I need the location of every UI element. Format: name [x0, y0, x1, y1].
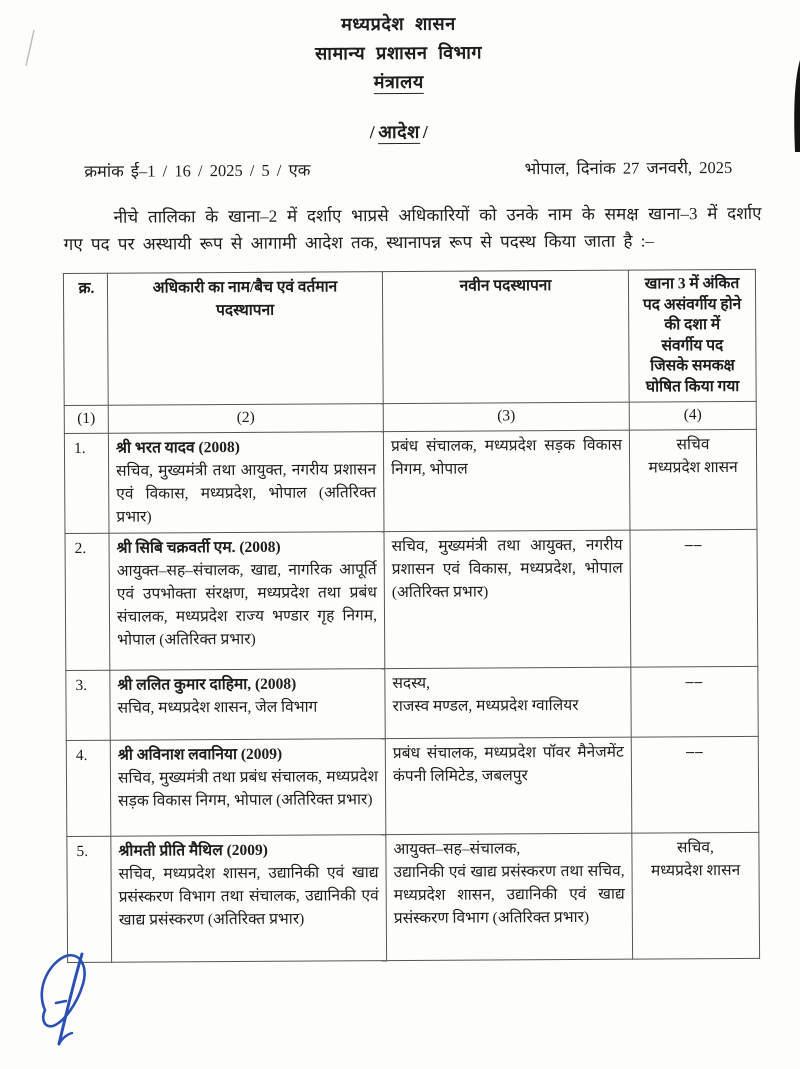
office-name: मंत्रालय	[373, 71, 424, 93]
table-row	[66, 736, 759, 836]
header-new-posting: नवीन पदस्थापना	[382, 270, 629, 404]
equivalent-post: ––	[631, 736, 759, 833]
officer-name: श्रीमती प्रीति मैथिल (2009)	[118, 841, 268, 860]
new-posting: सचिव, मुख्यमंत्री तथा आयुक्त, नगरीय प्रशासन एवं विकास, मध्यप्रदेश, भोपाल (अतिरिक्त प्रभार)	[384, 530, 631, 669]
reference-row	[0, 155, 799, 183]
scan-edge-artifact	[792, 60, 800, 152]
equivalent-post: ––	[631, 666, 758, 737]
current-posting: सचिव, मुख्यमंत्री तथा प्रबंध संचालक, मध्यप्रदेश सड़क विकास निगम, भोपाल (अतिरिक्त प्रभार)	[117, 768, 379, 810]
reference-number: क्रमांक ई–1 / 16 / 2025 / 5 / एक	[84, 160, 311, 181]
col-num-1: (1)	[64, 405, 108, 433]
header-name-batch: अधिकारी का नाम/बैच एवं वर्तमान पदस्थापना	[107, 272, 383, 406]
table-row	[67, 832, 760, 962]
officer-name: श्री ललित कुमार दाहिमा, (2008)	[117, 675, 297, 694]
equivalent-post: ––	[630, 529, 758, 667]
intro-paragraph: नीचे तालिका के खाना–2 में दर्शाए भाप्रसे अधिकारियों को उनके नाम के समक्ष खाना–3 में दर्शाए गए पद पर अस्थायी रूप से आगामी आदेश तक, स्थानापन्न रूप से पदस्थ किया जाता है :–	[63, 203, 762, 255]
new-posting: सदस्य, राजस्व मण्डल, मध्यप्रदेश ग्वालियर	[385, 667, 631, 739]
officer-name: श्री सिबि चक्रवर्ती एम. (2008)	[116, 538, 281, 557]
row-sno: 2.	[65, 533, 110, 670]
current-posting: सचिव, मध्यप्रदेश शासन, जेल विभाग	[117, 698, 318, 717]
table-row	[65, 529, 758, 670]
place-and-date: भोपाल, दिनांक 27 जनवरी, 2025	[524, 157, 733, 179]
officer-name: श्री अविनाश लवानिया (2009)	[117, 745, 283, 764]
order-slash-right: /	[422, 121, 429, 142]
officer-name: श्री भरत यादव (2008)	[115, 438, 240, 457]
row-sno: 3.	[66, 670, 110, 740]
posting-table	[63, 269, 760, 963]
current-posting: आयुक्त–सह–संचालक, खाद्य, नागरिक आपूर्ति एवं उपभोक्ता संरक्षण, मध्यप्रदेश तथा प्रबंध संचालक, मध्यप्रदेश राज्य भण्डार गृह निगम, भोपाल (अतिरिक्त प्रभार)	[116, 561, 378, 649]
department-name: सामान्य प्रशासन विभाग	[315, 42, 483, 64]
table-header-row	[63, 269, 756, 405]
new-posting: प्रबंध संचालक, मध्यप्रदेश पॉवर मैनेजमेंट कंपनी लिमिटेड, जबलपुर	[385, 737, 632, 835]
column-number-row	[64, 401, 756, 433]
header-sno: क्र.	[63, 273, 108, 405]
col-num-3: (3)	[383, 402, 629, 432]
col-num-4: (4)	[629, 401, 756, 430]
current-posting: सचिव, मुख्यमंत्री तथा आयुक्त, नगरीय प्रशासन एवं विकास, मध्यप्रदेश, भोपाल (अतिरिक्त प्रभार)	[116, 461, 377, 526]
document-header	[0, 0, 799, 99]
signature-scribble	[22, 946, 104, 1054]
new-posting: प्रबंध संचालक, मध्यप्रदेश सड़क विकास निगम, भोपाल	[383, 430, 630, 532]
table-row	[66, 666, 758, 740]
row-sno: 5.	[67, 836, 112, 962]
equivalent-post: सचिव मध्यप्रदेश शासन	[629, 429, 757, 530]
row-sno: 4.	[66, 740, 111, 836]
order-slash-left: /	[369, 122, 376, 143]
table-row	[64, 429, 757, 533]
current-posting: सचिव, मध्यप्रदेश शासन, उद्यानिकी एवं खाद्य प्रसंस्करण विभाग तथा संचालक, उद्यानिकी एवं खाद्य प्रसंस्करण (अतिरिक्त प्रभार)	[118, 864, 379, 929]
government-name: मध्यप्रदेश शासन	[341, 13, 456, 35]
order-title	[0, 118, 799, 147]
row-sno: 1.	[64, 433, 109, 533]
equivalent-post: सचिव, मध्यप्रदेश शासन	[632, 832, 760, 959]
order-label: आदेश	[378, 121, 420, 143]
new-posting: आयुक्त–सह–संचालक, उद्यानिकी एवं खाद्य प्रसंस्करण तथा सचिव, मध्यप्रदेश शासन, उद्यानिकी एवं खाद्य प्रसंस्करण विभाग (अतिरिक्त प्रभार)	[386, 833, 633, 961]
header-equivalent: खाना 3 में अंकित पद असंवर्गीय होने की दशा में संवर्गीय पद जिसके समकक्ष घोषित किया गया	[628, 269, 756, 402]
col-num-2: (2)	[108, 404, 383, 434]
